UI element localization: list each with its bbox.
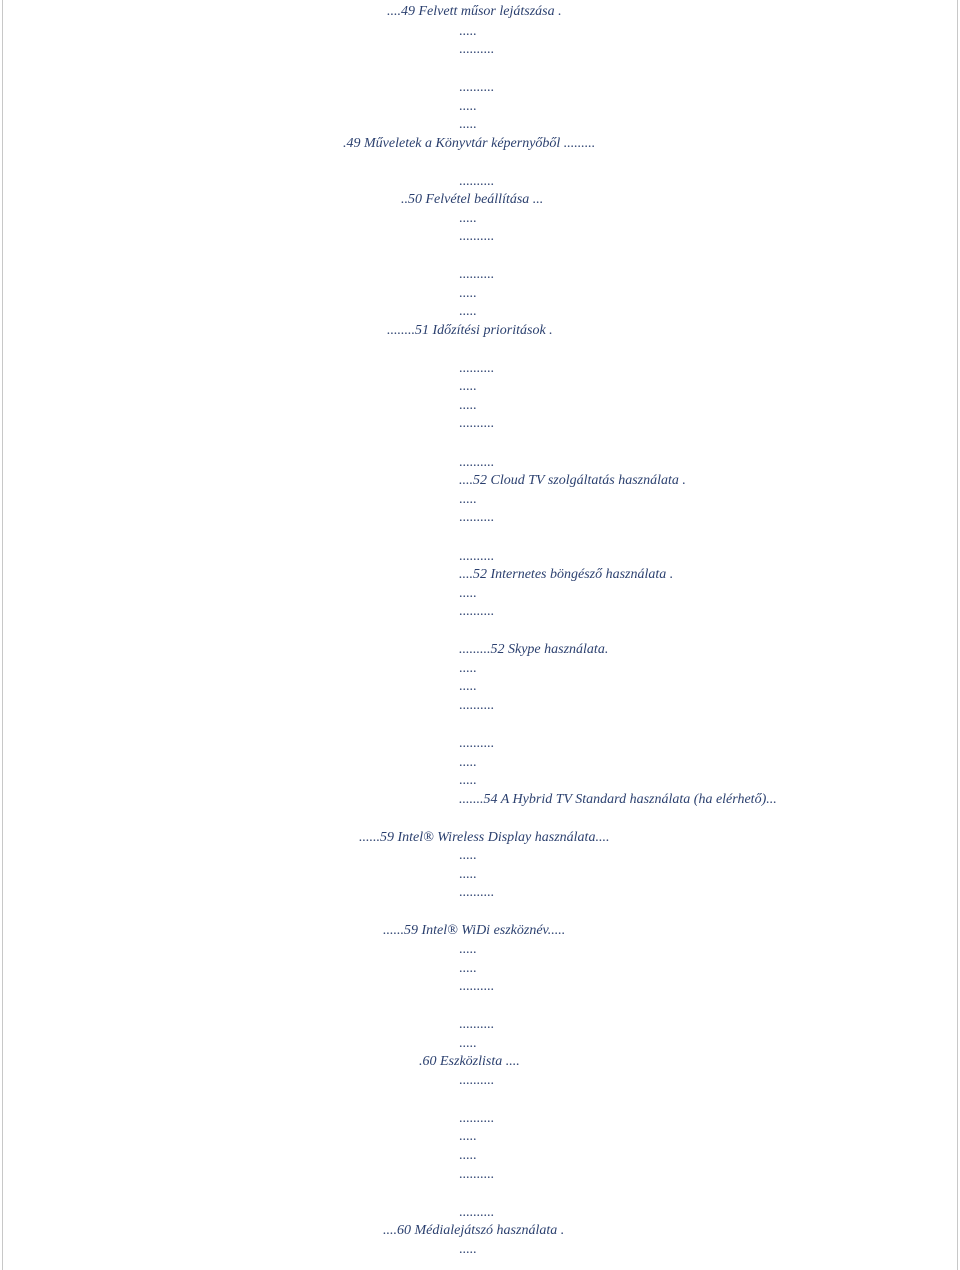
toc-leader-dots: .......... — [459, 885, 494, 900]
toc-leader-dots: ..... — [459, 661, 477, 676]
toc-leader-dots: ..... — [459, 1148, 477, 1163]
page-border-left — [2, 0, 3, 1270]
toc-leader-dots: .......... — [459, 1167, 494, 1182]
toc-leader-dots: ..... — [459, 679, 477, 694]
toc-entry-skype[interactable]: .........52 Skype használata. — [459, 642, 609, 657]
toc-leader-dots: .......... — [459, 416, 494, 431]
toc-leader-dots: ..... — [459, 117, 477, 132]
toc-leader-dots: ..... — [459, 1129, 477, 1144]
toc-leader-dots: .......... — [459, 455, 494, 470]
toc-leader-dots: .......... — [459, 604, 494, 619]
toc-leader-dots: ..... — [459, 1242, 477, 1257]
toc-leader-dots: ..... — [459, 942, 477, 957]
toc-leader-dots: ..... — [459, 286, 477, 301]
page-border-right — [957, 0, 958, 1270]
toc-leader-dots: ..... — [459, 961, 477, 976]
toc-leader-dots: ..... — [459, 99, 477, 114]
toc-entry-cloud-tv[interactable]: ....52 Cloud TV szolgáltatás használata . — [459, 473, 686, 488]
toc-entry-eszkozlista[interactable]: .60 Eszközlista .... — [419, 1054, 520, 1069]
toc-leader-dots: ..... — [459, 24, 477, 39]
toc-leader-dots: .......... — [459, 1073, 494, 1088]
toc-entry-felvett-musor[interactable]: ....49 Felvett műsor lejátszása . — [387, 4, 562, 19]
toc-leader-dots: ..... — [459, 379, 477, 394]
toc-entry-intel-wireless-display[interactable]: ......59 Intel® Wireless Display használata.... — [359, 830, 610, 845]
toc-entry-internetes-bongeszo[interactable]: ....52 Internetes böngésző használata . — [459, 567, 674, 582]
toc-leader-dots: .......... — [459, 1017, 494, 1032]
toc-leader-dots: ..... — [459, 755, 477, 770]
toc-entry-idozitesi-prioritasok[interactable]: ........51 Időzítési prioritások . — [387, 323, 553, 338]
toc-leader-dots: ..... — [459, 304, 477, 319]
toc-leader-dots: ..... — [459, 211, 477, 226]
toc-leader-dots: .......... — [459, 80, 494, 95]
toc-leader-dots: ..... — [459, 773, 477, 788]
toc-leader-dots: ..... — [459, 1036, 477, 1051]
toc-leader-dots: .......... — [459, 979, 494, 994]
toc-leader-dots: .......... — [459, 229, 494, 244]
toc-leader-dots: .......... — [459, 736, 494, 751]
toc-leader-dots: .......... — [459, 174, 494, 189]
toc-leader-dots: ..... — [459, 492, 477, 507]
toc-leader-dots: ..... — [459, 867, 477, 882]
toc-entry-muveletek-konyvtar[interactable]: .49 Műveletek a Könyvtár képernyőből ......... — [343, 136, 596, 151]
toc-leader-dots: .......... — [459, 1205, 494, 1220]
toc-entry-hybrid-tv[interactable]: .......54 A Hybrid TV Standard használata (ha elérhető)... — [459, 792, 777, 807]
toc-entry-medialejatszo[interactable]: ....60 Médialejátszó használata . — [383, 1223, 565, 1238]
toc-leader-dots: .......... — [459, 361, 494, 376]
toc-leader-dots: ..... — [459, 586, 477, 601]
toc-leader-dots: .......... — [459, 1111, 494, 1126]
toc-leader-dots: .......... — [459, 42, 494, 57]
toc-leader-dots: .......... — [459, 698, 494, 713]
toc-entry-intel-widi[interactable]: ......59 Intel® WiDi eszköznév..... — [383, 923, 566, 938]
toc-leader-dots: ..... — [459, 848, 477, 863]
toc-leader-dots: .......... — [459, 510, 494, 525]
toc-leader-dots: ..... — [459, 398, 477, 413]
toc-leader-dots: .......... — [459, 267, 494, 282]
toc-leader-dots: .......... — [459, 549, 494, 564]
toc-entry-felvetel-beallitasa[interactable]: ..50 Felvétel beállítása ... — [401, 192, 544, 207]
